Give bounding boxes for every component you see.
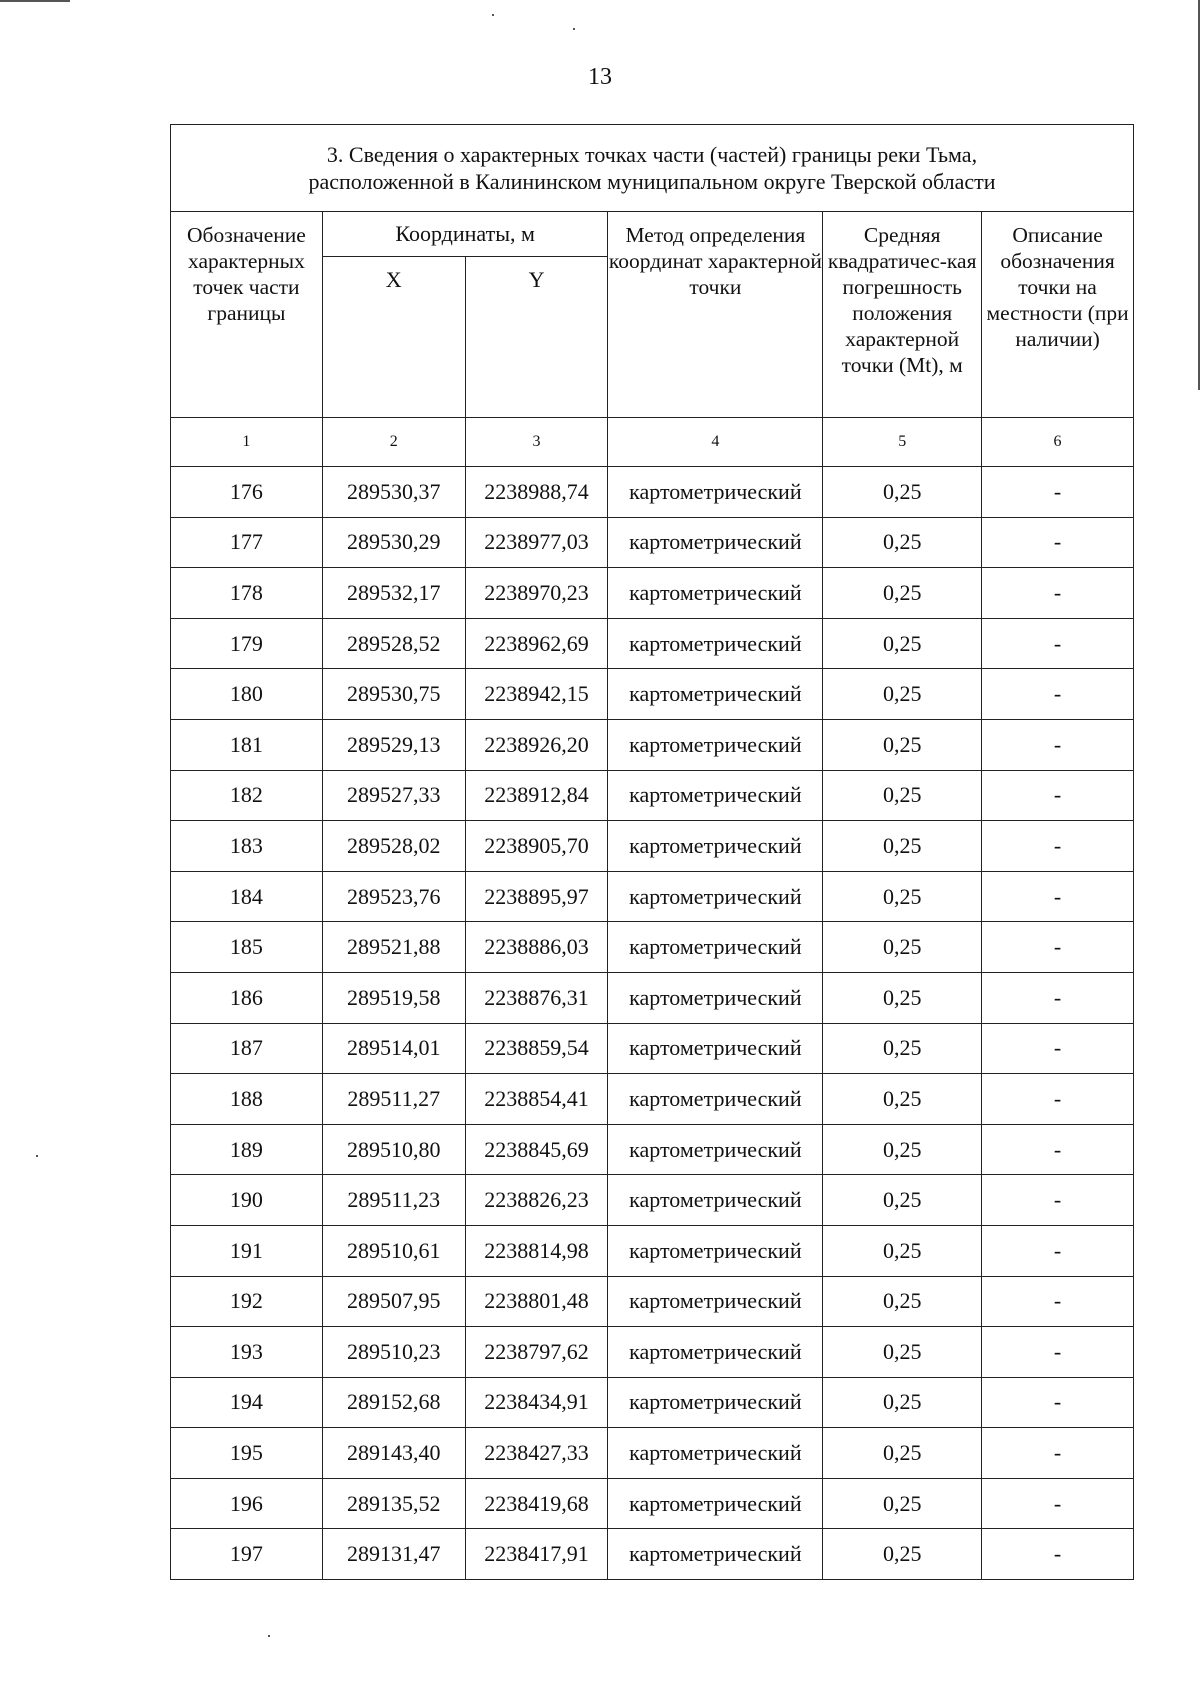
- description-cell: -: [982, 871, 1134, 922]
- point-id-cell: 177: [171, 517, 323, 568]
- error-cell: 0,25: [823, 1428, 982, 1479]
- method-cell: картометрический: [608, 719, 823, 770]
- method-cell: картометрический: [608, 568, 823, 619]
- scan-dot: [36, 1155, 38, 1157]
- error-cell: 0,25: [823, 922, 982, 973]
- method-cell: картометрический: [608, 1175, 823, 1226]
- point-id-cell: 196: [171, 1478, 323, 1529]
- description-cell: -: [982, 517, 1134, 568]
- coord-y-cell: 2238876,31: [465, 972, 608, 1023]
- coord-x-cell: 289527,33: [322, 770, 465, 821]
- table-row: [171, 517, 1134, 568]
- method-cell: картометрический: [608, 1225, 823, 1276]
- method-cell: картометрический: [608, 922, 823, 973]
- table-row: [171, 669, 1134, 720]
- error-cell: 0,25: [823, 719, 982, 770]
- table-row: [171, 1124, 1134, 1175]
- table-row: [171, 871, 1134, 922]
- coord-y-cell: 2238797,62: [465, 1327, 608, 1378]
- error-cell: 0,25: [823, 1023, 982, 1074]
- method-cell: картометрический: [608, 1428, 823, 1479]
- coord-x-cell: 289510,23: [322, 1327, 465, 1378]
- column-number: 4: [608, 418, 823, 467]
- description-cell: -: [982, 467, 1134, 518]
- description-cell: -: [982, 618, 1134, 669]
- error-cell: 0,25: [823, 1225, 982, 1276]
- coord-x-cell: 289152,68: [322, 1377, 465, 1428]
- error-cell: 0,25: [823, 467, 982, 518]
- table-row: [171, 1023, 1134, 1074]
- scan-mark-top-left: [0, 0, 70, 2]
- error-cell: 0,25: [823, 1175, 982, 1226]
- coord-x-cell: 289532,17: [322, 568, 465, 619]
- table-row: [171, 1225, 1134, 1276]
- coord-y-cell: 2238926,20: [465, 719, 608, 770]
- table-row: [171, 1175, 1134, 1226]
- method-cell: картометрический: [608, 1478, 823, 1529]
- description-cell: -: [982, 719, 1134, 770]
- error-cell: 0,25: [823, 1529, 982, 1580]
- method-cell: картометрический: [608, 517, 823, 568]
- error-cell: 0,25: [823, 821, 982, 872]
- method-cell: картометрический: [608, 770, 823, 821]
- scan-dot: [573, 28, 575, 30]
- coord-y-cell: 2238434,91: [465, 1377, 608, 1428]
- coord-x-cell: 289514,01: [322, 1023, 465, 1074]
- header-coordinates: Координаты, м: [322, 212, 608, 257]
- coord-y-cell: 2238801,48: [465, 1276, 608, 1327]
- page-number: 13: [588, 64, 612, 90]
- point-id-cell: 190: [171, 1175, 323, 1226]
- method-cell: картометрический: [608, 467, 823, 518]
- column-numbers-row: [171, 418, 1134, 467]
- method-cell: картометрический: [608, 1023, 823, 1074]
- point-id-cell: 176: [171, 467, 323, 518]
- table-row: [171, 922, 1134, 973]
- table-row: [171, 1478, 1134, 1529]
- coord-y-cell: 2238859,54: [465, 1023, 608, 1074]
- description-cell: -: [982, 922, 1134, 973]
- method-cell: картометрический: [608, 1327, 823, 1378]
- table-title-line-2: расположенной в Калининском муниципальном округе Тверской области: [308, 169, 996, 194]
- point-id-cell: 181: [171, 719, 323, 770]
- error-cell: 0,25: [823, 1327, 982, 1378]
- table-row: [171, 1276, 1134, 1327]
- point-id-cell: 178: [171, 568, 323, 619]
- coord-y-cell: 2238419,68: [465, 1478, 608, 1529]
- column-number: 5: [823, 418, 982, 467]
- description-cell: -: [982, 1124, 1134, 1175]
- scan-dot: [492, 14, 494, 16]
- column-number: 3: [465, 418, 608, 467]
- coord-x-cell: 289510,80: [322, 1124, 465, 1175]
- coord-y-cell: 2238977,03: [465, 517, 608, 568]
- point-id-cell: 187: [171, 1023, 323, 1074]
- point-id-cell: 192: [171, 1276, 323, 1327]
- description-cell: -: [982, 1074, 1134, 1125]
- coord-x-cell: 289530,29: [322, 517, 465, 568]
- coord-y-cell: 2238814,98: [465, 1225, 608, 1276]
- point-id-cell: 182: [171, 770, 323, 821]
- coord-x-cell: 289511,27: [322, 1074, 465, 1125]
- header-y: Y: [465, 257, 608, 418]
- coord-x-cell: 289510,61: [322, 1225, 465, 1276]
- description-cell: -: [982, 770, 1134, 821]
- coord-x-cell: 289135,52: [322, 1478, 465, 1529]
- error-cell: 0,25: [823, 1276, 982, 1327]
- coord-y-cell: 2238417,91: [465, 1529, 608, 1580]
- method-cell: картометрический: [608, 669, 823, 720]
- header-error: Средняя квадратичес-кая погрешность положения характерной точки (Mt), м: [823, 212, 982, 418]
- method-cell: картометрический: [608, 821, 823, 872]
- coord-x-cell: 289523,76: [322, 871, 465, 922]
- table-row: [171, 1529, 1134, 1580]
- error-cell: 0,25: [823, 568, 982, 619]
- table-row: [171, 1074, 1134, 1125]
- coord-y-cell: 2238854,41: [465, 1074, 608, 1125]
- point-id-cell: 193: [171, 1327, 323, 1378]
- coord-y-cell: 2238942,15: [465, 669, 608, 720]
- method-cell: картометрический: [608, 972, 823, 1023]
- point-id-cell: 183: [171, 821, 323, 872]
- description-cell: -: [982, 1276, 1134, 1327]
- method-cell: картометрический: [608, 1074, 823, 1125]
- error-cell: 0,25: [823, 1377, 982, 1428]
- coord-x-cell: 289507,95: [322, 1276, 465, 1327]
- coord-x-cell: 289131,47: [322, 1529, 465, 1580]
- coord-x-cell: 289529,13: [322, 719, 465, 770]
- method-cell: картометрический: [608, 871, 823, 922]
- error-cell: 0,25: [823, 871, 982, 922]
- description-cell: -: [982, 972, 1134, 1023]
- table-row: [171, 1327, 1134, 1378]
- coord-y-cell: 2238905,70: [465, 821, 608, 872]
- coord-y-cell: 2238826,23: [465, 1175, 608, 1226]
- description-cell: -: [982, 1529, 1134, 1580]
- coord-y-cell: 2238912,84: [465, 770, 608, 821]
- table-row: [171, 467, 1134, 518]
- description-cell: -: [982, 1377, 1134, 1428]
- coord-y-cell: 2238962,69: [465, 618, 608, 669]
- table-row: [171, 1428, 1134, 1479]
- coord-y-cell: 2238970,23: [465, 568, 608, 619]
- method-cell: картометрический: [608, 1276, 823, 1327]
- header-designation: Обозначение характерных точек части границы: [171, 212, 323, 418]
- error-cell: 0,25: [823, 1124, 982, 1175]
- method-cell: картометрический: [608, 1529, 823, 1580]
- coord-x-cell: 289519,58: [322, 972, 465, 1023]
- header-x: X: [322, 257, 465, 418]
- point-id-cell: 194: [171, 1377, 323, 1428]
- header-description: Описание обозначения точки на местности (при наличии): [982, 212, 1134, 418]
- coord-x-cell: 289530,75: [322, 669, 465, 720]
- point-id-cell: 184: [171, 871, 323, 922]
- coord-x-cell: 289511,23: [322, 1175, 465, 1226]
- point-id-cell: 186: [171, 972, 323, 1023]
- description-cell: -: [982, 821, 1134, 872]
- table-title-line-1: 3. Сведения о характерных точках части (частей) границы реки Тьма,: [326, 142, 978, 167]
- boundary-points-table: [170, 124, 1134, 1580]
- column-number: 2: [322, 418, 465, 467]
- point-id-cell: 188: [171, 1074, 323, 1125]
- error-cell: 0,25: [823, 669, 982, 720]
- error-cell: 0,25: [823, 972, 982, 1023]
- coord-y-cell: 2238988,74: [465, 467, 608, 518]
- method-cell: картометрический: [608, 1124, 823, 1175]
- coord-x-cell: 289530,37: [322, 467, 465, 518]
- table-row: [171, 1377, 1134, 1428]
- error-cell: 0,25: [823, 1478, 982, 1529]
- error-cell: 0,25: [823, 1074, 982, 1125]
- table-title: [171, 125, 1134, 212]
- column-number: 6: [982, 418, 1134, 467]
- table-row: [171, 821, 1134, 872]
- column-number: 1: [171, 418, 323, 467]
- point-id-cell: 197: [171, 1529, 323, 1580]
- error-cell: 0,25: [823, 618, 982, 669]
- description-cell: -: [982, 669, 1134, 720]
- coord-y-cell: 2238886,03: [465, 922, 608, 973]
- header-method: Метод определения координат характерной точки: [608, 212, 823, 418]
- point-id-cell: 185: [171, 922, 323, 973]
- table-row: [171, 770, 1134, 821]
- coord-x-cell: 289528,52: [322, 618, 465, 669]
- point-id-cell: 179: [171, 618, 323, 669]
- table-row: [171, 618, 1134, 669]
- table-row: [171, 719, 1134, 770]
- error-cell: 0,25: [823, 770, 982, 821]
- table-row: [171, 568, 1134, 619]
- method-cell: картометрический: [608, 618, 823, 669]
- error-cell: 0,25: [823, 517, 982, 568]
- description-cell: -: [982, 1428, 1134, 1479]
- point-id-cell: 195: [171, 1428, 323, 1479]
- description-cell: -: [982, 1175, 1134, 1226]
- description-cell: -: [982, 1327, 1134, 1378]
- coord-x-cell: 289528,02: [322, 821, 465, 872]
- point-id-cell: 191: [171, 1225, 323, 1276]
- table-row: [171, 972, 1134, 1023]
- description-cell: -: [982, 1023, 1134, 1074]
- description-cell: -: [982, 568, 1134, 619]
- scan-dot: [268, 1635, 270, 1637]
- coord-y-cell: 2238895,97: [465, 871, 608, 922]
- coord-y-cell: 2238845,69: [465, 1124, 608, 1175]
- coord-y-cell: 2238427,33: [465, 1428, 608, 1479]
- coord-x-cell: 289521,88: [322, 922, 465, 973]
- description-cell: -: [982, 1225, 1134, 1276]
- coord-x-cell: 289143,40: [322, 1428, 465, 1479]
- point-id-cell: 189: [171, 1124, 323, 1175]
- description-cell: -: [982, 1478, 1134, 1529]
- point-id-cell: 180: [171, 669, 323, 720]
- method-cell: картометрический: [608, 1377, 823, 1428]
